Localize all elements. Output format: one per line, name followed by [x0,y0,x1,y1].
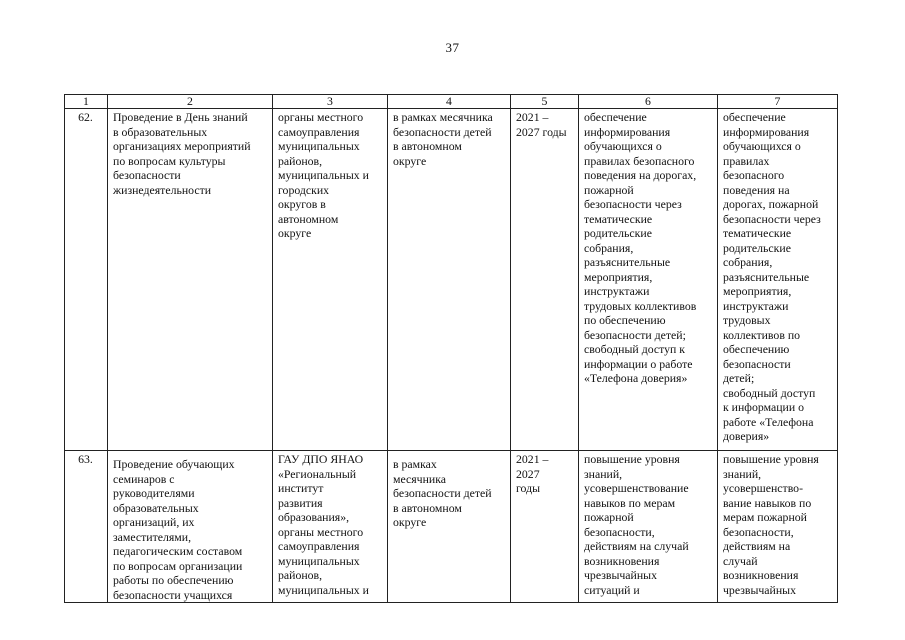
row-number: 63. [65,451,108,603]
event-cell: Проведение в День знаний в образовательных организациях мероприятий по вопросам культуры безопасности жизнедеятельности [108,109,273,451]
document-table [64,94,838,603]
result-cell: повышение уровня знаний, усовершенствование навыков по мерам пожарной безопасности, действиям на случай возникновения чрезвычайных ситуаций и [579,451,718,603]
table-row [65,451,838,603]
period-cell: 2021 – 2027 годы [511,451,579,603]
row-number: 62. [65,109,108,451]
event-cell: Проведение обучающих семинаров с руководителями образовательных организаций, их заместителями, педагогическим составом по вопросам организации работы по обеспечению безопасности учащихся [108,451,273,603]
form-cell: в рамках месячника безопасности детей в автономном округе [388,451,511,603]
column-header-1: 1 [65,95,108,109]
column-header-4: 4 [388,95,511,109]
result-cell: обеспечение информирования обучающихся о правилах безопасного поведения на дорогах, пожарной безопасности через тематические родительские собрания, разъяснительные мероприятия, инструктажи трудовых коллективов по обеспечению безопасности детей; свободный доступ к информации о работе «Телефона доверия» [579,109,718,451]
page-number: 37 [445,40,460,55]
indicator-cell: обеспечение информирования обучающихся о правилах безопасного поведения на дорогах, пожарной безопасности через тематические родительские собрания, разъяснительные мероприятия, инструктажи трудовых коллективов по обеспечению безопасности детей; свободный доступ к информации о работе «Телефона доверия» [718,109,838,451]
period-cell: 2021 – 2027 годы [511,109,579,451]
column-header-6: 6 [579,95,718,109]
executors-cell: ГАУ ДПО ЯНАО «Региональный институт развития образования», органы местного самоуправления муниципальных районов, муниципальных и [273,451,388,603]
column-header-5: 5 [511,95,579,109]
column-header-2: 2 [108,95,273,109]
column-header-7: 7 [718,95,838,109]
form-cell: в рамках месячника безопасности детей в автономном округе [388,109,511,451]
indicator-cell: повышение уровня знаний, усовершенство- вание навыков по мерам пожарной безопасности, действиям на случай возникновения чрезвычайных [718,451,838,603]
column-header-3: 3 [273,95,388,109]
executors-cell: органы местного самоуправления муниципальных районов, муниципальных и городских округов в автономном округе [273,109,388,451]
table-row [65,109,838,451]
table-header-row [65,95,838,109]
